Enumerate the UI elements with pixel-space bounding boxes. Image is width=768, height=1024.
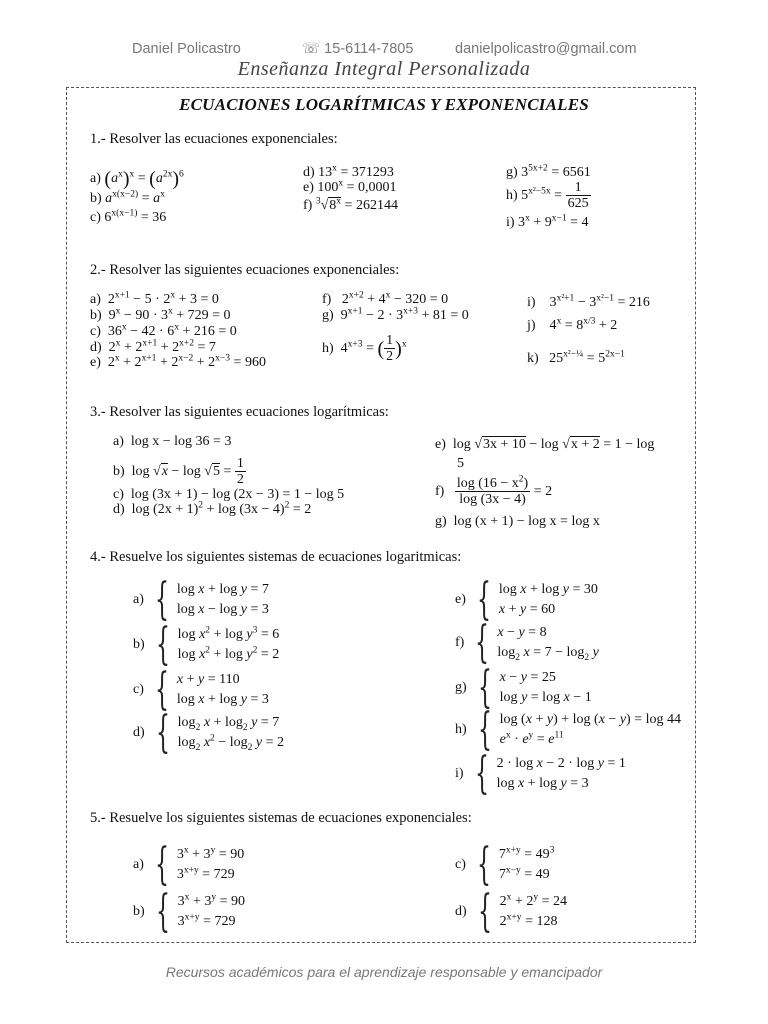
system-5c: c) { $7^{x+y} = 49^3$ $7^{x-y} = 49$ [455, 839, 555, 890]
section-5-title: 5.- Resuelve los siguientes sistemas de ecuaciones exponenciales: [90, 810, 472, 826]
exercise-2i: i) $3^{x^2+1} - 3^{x^2-1} = 216$ [527, 293, 650, 310]
exercise-2c: c) $36^x - 42 \cdot 6^x + 216 = 0$ [90, 322, 237, 339]
exercise-2e: e) $2^x + 2^{x+1} + 2^{x-2} + 2^{x-3} = 960$ [90, 353, 266, 370]
exercise-1f: f) $^3√8^x = 262144$ [303, 196, 398, 213]
exercise-1i: i) $3^x + 9^{x-1} = 4$ [506, 213, 589, 230]
exercise-1d: d) $13^x = 371293$ [303, 163, 394, 180]
exercise-1c: c) $6^{x(x-1)} = 36$ [90, 208, 167, 225]
phone-text: 15-6114-7805 [324, 41, 414, 57]
system-5a: a) { $3^x + 3^y = 90$ $3^{x+y} = 729$ [133, 839, 245, 890]
exercise-1e: e) $100^x = 0,0001$ [303, 178, 397, 195]
exercise-3g: g) log (x + 1) − log x = log x [435, 514, 600, 529]
page-title: ECUACIONES LOGARÍTMICAS Y EXPONENCIALES [179, 95, 589, 114]
system-4i: i) { 2 · log x − 2 · log y = 1 log x + log y = 3 [455, 748, 626, 799]
system-4c: c) { x + y = 110 log x + log y = 3 [133, 664, 269, 715]
exercise-2b: b) $9^x - 90 \cdot 3^x + 729 = 0$ [90, 306, 231, 323]
exercise-2h: h) $4^{x+3}$ = ( $\frac{1}{2}$ )$^x$ [322, 333, 407, 365]
exercise-3e-cont: 5 [457, 456, 464, 471]
system-4e: e) { log x + log y = 30 x + y = 60 [455, 574, 598, 625]
email-address: danielpolicastro@gmail.com [455, 41, 637, 57]
phone-icon: ☏ [302, 41, 321, 57]
author-name: Daniel Policastro [132, 41, 241, 57]
section-2-title: 2.- Resolver las siguientes ecuaciones exponenciales: [90, 262, 400, 278]
exercise-3d: d) $\log (2x + 1)^2 + \log (3x - 4)^2 = 2$ [113, 500, 312, 517]
exercise-2g: g) $9^{x+1} - 2 \cdot 3^{x+3} + 81 = 0$ [322, 306, 469, 323]
exercise-3e: e) log √3x + 10 − log √x + 2 = 1 − log [435, 437, 655, 452]
system-4d: d) { $\log_2 x + \log_2 y = 7$ $\log_2 x^2 - \log_2 y = 2$ [133, 707, 284, 758]
exercise-1b: b) $a^{x(x-2)} = a^x$ [90, 189, 165, 206]
phone-number [302, 41, 413, 57]
exercise-3c: c) log (3x + 1) − log (2x − 3) = 1 − log 5 [113, 487, 345, 502]
system-5b: b) { $3^x + 3^y = 90$ $3^{x+y} = 729$ [133, 886, 246, 937]
system-5d: d) { $2^x + 2^y = 24$ $2^{x+y} = 128$ [455, 886, 568, 937]
exercise-2j: j) $4^x = 8^{x/3} + 2$ [527, 316, 618, 333]
system-4h: h) { log (x + y) + log (x − y) = log 44 $e^x \cdot e^y = e^{11}$ [455, 704, 681, 755]
section-1-title: 1.- Resolver las ecuaciones exponenciales: [90, 131, 338, 147]
exercise-2f: f) $2^{x+2} + 4^x - 320 = 0$ [322, 290, 449, 307]
exercise-2k: k) $25^{x^2-\frac{1}{4}} = 5^{2x-1}$ [527, 349, 625, 366]
system-4g: g) { x − y = 25 log y = log x − 1 [455, 662, 592, 713]
exercise-1h: h) $5^{x^2-5x}$ = $\frac{1}{625}$ [506, 180, 589, 212]
exercise-2a: a) $2^{x+1} - 5 \cdot 2^x + 3 = 0$ [90, 290, 219, 307]
section-3-title: 3.- Resolver las siguientes ecuaciones logarítmicas: [90, 404, 389, 420]
system-4f: f) { x − y = 8 $\log_2 x = 7 - \log_2 y$ [455, 617, 599, 668]
footer-tagline: Recursos académicos para el aprendizaje responsable y emancipador [165, 964, 603, 980]
subtitle: Enseñanza Integral Personalizada [237, 58, 531, 80]
exercise-2d: d) $2^x + 2^{x+1} + 2^{x+2} = 7$ [90, 338, 216, 355]
exercise-1g: g) $3^{5x+2} = 6561$ [506, 163, 591, 180]
exercise-3a: a) log x − log 36 = 3 [113, 434, 232, 449]
exercise-3b: b) log √x − log √5 = $\frac{1}{2}$ [113, 456, 244, 488]
section-4-title: 4.- Resuelve los siguientes sistemas de ecuaciones logaritmicas: [90, 549, 462, 565]
exercise-1a: a) $(a^x)^x = (a^{2x})^6$ [90, 168, 184, 190]
system-4b: b) { $\log x^2 + \log y^3 = 6$ $\log x^2 + \log y^2 = 2$ [133, 619, 280, 670]
exercise-3f: f) $\frac{\log (16 - x^2)}{\log (3x - 4)}$ = 2 [435, 474, 553, 508]
system-4a: a) { log x + log y = 7 log x − log y = 3 [133, 574, 269, 625]
